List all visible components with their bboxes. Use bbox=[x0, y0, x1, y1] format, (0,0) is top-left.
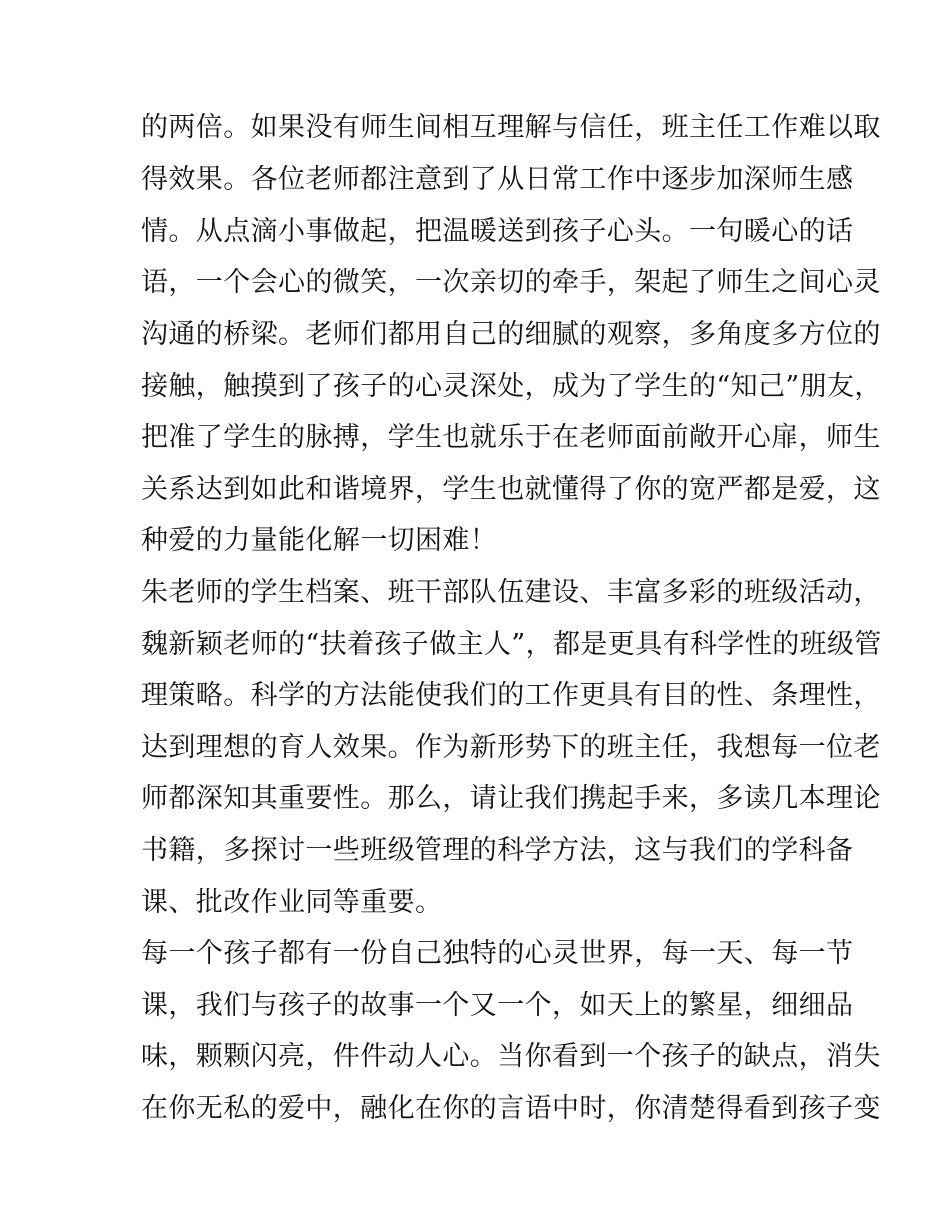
text-line: 达到理想的育人效果。作为新形势下的班主任，我想每一位老 bbox=[141, 732, 881, 763]
text-line: 课，我们与孩子的故事一个又一个，如天上的繁星，细细品 bbox=[141, 990, 854, 1021]
text-line: 朱老师的学生档案、班干部队伍建设、丰富多彩的班级活动， bbox=[141, 577, 881, 608]
text-line: 情。从点滴小事做起，把温暖送到孩子心头。一句暖心的话 bbox=[141, 216, 854, 247]
text-line: 得效果。各位老师都注意到了从日常工作中逐步加深师生感 bbox=[141, 164, 854, 195]
text-line: 种爱的力量能化解一切困难！ bbox=[141, 525, 498, 556]
text-line: 把准了学生的脉搏，学生也就乐于在老师面前敞开心扉，师生 bbox=[141, 422, 881, 453]
text-line: 语，一个会心的微笑，一次亲切的牵手，架起了师生之间心灵 bbox=[141, 267, 881, 298]
text-line: 接触，触摸到了孩子的心灵深处，成为了学生的“知己”朋友， bbox=[141, 371, 882, 402]
text-line: 在你无私的爱中，融化在你的言语中时，你清楚得看到孩子变 bbox=[141, 1093, 881, 1124]
text-line: 关系达到如此和谐境界，学生也就懂得了你的宽严都是爱，这 bbox=[141, 474, 881, 505]
text-line: 课、批改作业同等重要。 bbox=[141, 887, 443, 918]
text-line: 味，颗颗闪亮，件件动人心。当你看到一个孩子的缺点，消失 bbox=[141, 1041, 881, 1072]
text-line: 书籍，多探讨一些班级管理的科学方法，这与我们的学科备 bbox=[141, 835, 854, 866]
text-line: 沟通的桥梁。老师们都用自己的细腻的观察，多角度多方位的 bbox=[141, 319, 881, 350]
text-line: 每一个孩子都有一份自己独特的心灵世界，每一天、每一节 bbox=[141, 938, 854, 969]
text-line: 的两倍。如果没有师生间相互理解与信任，班主任工作难以取 bbox=[141, 112, 881, 143]
text-line: 理策略。科学的方法能使我们的工作更具有目的性、条理性， bbox=[141, 680, 881, 711]
text-line: 魏新颖老师的“扶着孩子做主人”，都是更具有科学性的班级管 bbox=[141, 629, 882, 660]
text-line: 师都深知其重要性。那么，请让我们携起手来，多读几本理论 bbox=[141, 783, 881, 814]
